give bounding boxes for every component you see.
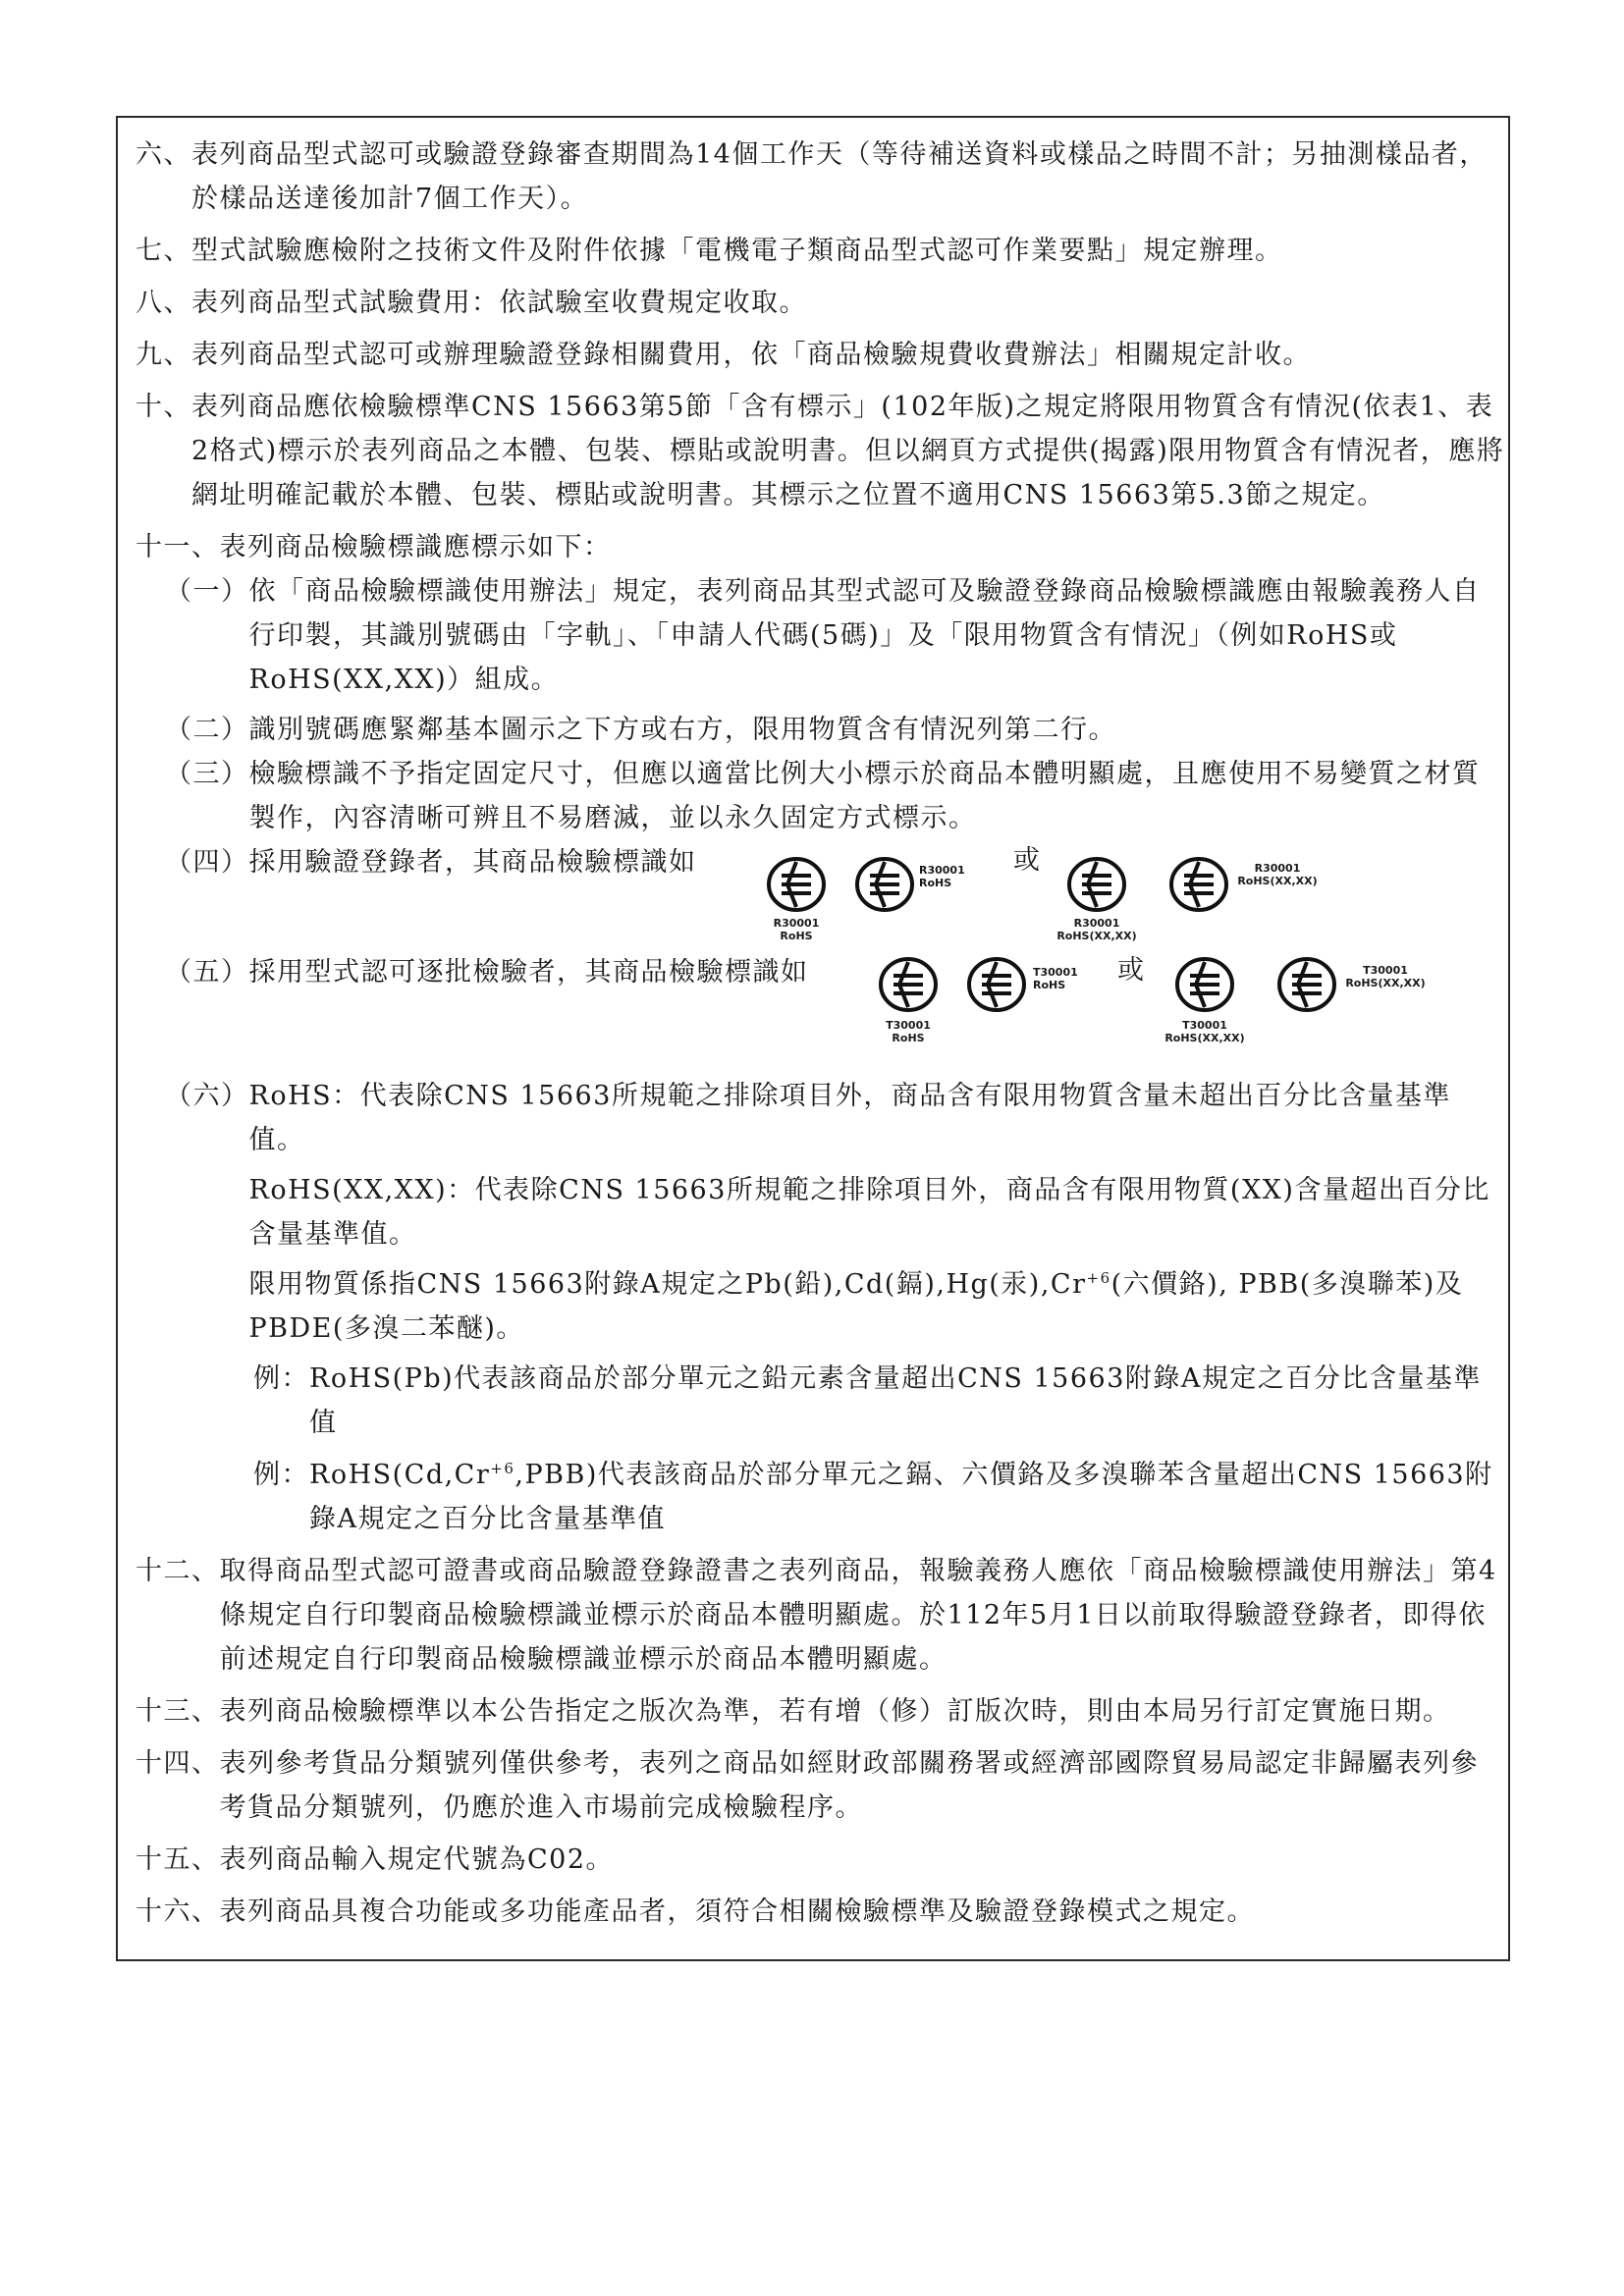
item-9 — [135, 333, 1505, 377]
item-11-sub-3 — [165, 752, 1505, 840]
item-11 — [135, 525, 1505, 569]
item-number: 十五、 — [135, 1844, 220, 1875]
item-text: 表列商品型式試驗費用：依試驗室收費規定收取。 — [191, 288, 807, 318]
item-14 — [135, 1741, 1505, 1830]
item-text: 取得商品型式認可證書或商品驗證登錄證書之表列商品，報驗義務人應依「商品檢驗標識使用辦法」第4條規定自行印製商品檢驗標識並標示於商品本體明顯處。於112年5月1日以前取得驗證登錄者，即得依前述規定自行印製商品檢驗標識並標示於商品本體明顯處。 — [219, 1556, 1497, 1675]
commodity-inspection-mark-icon — [1276, 956, 1337, 1013]
item-11-sub-1 — [165, 569, 1505, 702]
example-2 — [135, 1453, 1505, 1541]
example-label: 例： — [253, 1460, 309, 1490]
example-text: $RoHS(Cd,Cr^{+6},PBB)$代表該商品於部分單元之鎘、六價鉻及多溴聯苯含量超出CNS 15663附錄A規定之百分比含量基準值 — [309, 1460, 1493, 1534]
commodity-inspection-mark-icon — [1174, 956, 1235, 1013]
sub-text: （四）採用驗證登錄者，其商品檢驗標識如 — [165, 847, 697, 878]
item-text: 表列商品具複合功能或多功能產品者，須符合相關檢驗標準及驗證登錄模式之規定。 — [219, 1896, 1255, 1927]
item-16 — [135, 1890, 1505, 1934]
item-text: 表列商品輸入規定代號為C02。 — [219, 1844, 615, 1875]
mark-label: R30001 RoHS — [919, 864, 965, 889]
item-13 — [135, 1689, 1505, 1734]
rohs-xx-definition: RoHS(XX,XX)：代表除CNS 15663所規範之排除項目外，商品含有限用物質(XX)含量超出百分比含量基準值。 — [248, 1175, 1490, 1250]
item-text: 表列商品型式認可或驗證登錄審查期間為14個工作天（等待補送資料或樣品之時間不計；另抽測樣品者，於樣品送達後加計7個工作天）。 — [191, 139, 1488, 214]
item-7 — [135, 229, 1505, 273]
item-15 — [135, 1838, 1505, 1882]
item-11-sub-4 — [135, 840, 1505, 950]
mark-label: R30001 RoHS(XX,XX) — [1056, 917, 1137, 942]
item-11-sub-6 — [165, 1074, 1505, 1351]
item-text: 型式試驗應檢附之技術文件及附件依據「電機電子類商品型式認可作業要點」規定辦理。 — [191, 236, 1283, 266]
item-6 — [135, 133, 1505, 221]
item-text: 表列參考貨品分類號列僅供參考，表列之商品如經財政部關務署或經濟部國際貿易局認定非歸屬表列參考貨品分類號列，仍應於進入市場前完成檢驗程序。 — [219, 1748, 1479, 1823]
commodity-inspection-mark-icon — [766, 856, 827, 913]
mark-label: T30001 RoHS — [1033, 966, 1078, 991]
item-number: 十六、 — [135, 1896, 220, 1927]
sub-text: 檢驗標識不予指定固定尺寸，但應以適當比例大小標示於商品本體明顯處，且應使用不易變質之材質製作，內容清晰可辨且不易磨滅，並以永久固定方式標示。 — [248, 759, 1481, 833]
mark-label: T30001 RoHS — [886, 1019, 931, 1044]
sub-number: （六） — [165, 1081, 249, 1111]
or-text: 或 — [1013, 845, 1042, 876]
item-11-sub-2 — [165, 708, 1505, 752]
mark-label: R30001 RoHS — [773, 917, 820, 942]
item-text: 表列商品型式認可或辦理驗證登錄相關費用，依「商品檢驗規費收費辦法」相關規定計收。 — [191, 340, 1311, 370]
example-text: RoHS(Pb)代表該商品於部分單元之鉛元素含量超出CNS 15663附錄A規定之百分比含量基準值 — [309, 1363, 1482, 1438]
example-label: 例： — [253, 1363, 309, 1394]
item-number: 十二、 — [135, 1556, 220, 1586]
mark-label: R30001 RoHS(XX,XX) — [1237, 862, 1318, 887]
restricted-substances: 限用物質係指CNS 15663附錄A規定之Pb(鉛),Cd(鎘),Hg(汞)$,Cr^{+6}$(六價鉻), PBB(多溴聯苯)及PBDE(多溴二苯醚)。 — [248, 1269, 1464, 1344]
example-1 — [135, 1357, 1505, 1445]
item-12 — [135, 1549, 1505, 1682]
item-number: 十三、 — [135, 1696, 220, 1727]
item-number: 六、 — [135, 139, 191, 170]
item-number: 九、 — [135, 340, 191, 370]
item-8 — [135, 281, 1505, 325]
sub-number: （三） — [165, 759, 249, 789]
item-text: 表列商品檢驗標準以本公告指定之版次為準，若有增（修）訂版次時，則由本局另行訂定實施日期。 — [219, 1696, 1451, 1727]
commodity-inspection-mark-icon — [1168, 856, 1229, 913]
sub-text: （五）採用型式認可逐批檢驗者，其商品檢驗標識如 — [165, 957, 809, 988]
sub-text: 識別號碼應緊鄰基本圖示之下方或右方，限用物質含有情況列第二行。 — [248, 715, 1116, 745]
commodity-inspection-mark-icon — [878, 956, 939, 1013]
item-number: 八、 — [135, 288, 191, 318]
sub-number: （一） — [165, 576, 249, 607]
item-number: 十、 — [135, 392, 191, 422]
sub-text: 依「商品檢驗標識使用辦法」規定，表列商品其型式認可及驗證登錄商品檢驗標識應由報驗義務人自行印製，其識別號碼由「字軌」、「申請人代碼(5碼)」及「限用物質含有情況」（例如RoHS或RoHS(XX,XX)）組成。 — [248, 576, 1481, 695]
commodity-inspection-mark-icon — [1066, 856, 1127, 913]
rohs-definition: RoHS：代表除CNS 15663所規範之排除項目外，商品含有限用物質含量未超出百分比含量基準值。 — [248, 1081, 1451, 1155]
item-number: 十四、 — [135, 1748, 220, 1779]
item-heading: 表列商品檢驗標識應標示如下： — [219, 532, 612, 562]
sub-body — [249, 1074, 1506, 1351]
sub-number: （二） — [165, 715, 249, 745]
commodity-inspection-mark-icon — [966, 956, 1027, 1013]
commodity-inspection-mark-icon — [854, 856, 915, 913]
item-11-sub-5 — [135, 950, 1505, 1074]
document-body — [135, 133, 1505, 1934]
item-number: 十一、 — [135, 532, 220, 562]
item-10 — [135, 385, 1505, 517]
mark-label: T30001 RoHS(XX,XX) — [1345, 964, 1426, 989]
item-text: 表列商品應依檢驗標準CNS 15663第5節「含有標示」(102年版)之規定將限用物質含有情況(依表1、表2格式)標示於表列商品之本體、包裝、標貼或說明書。但以網頁方式提供(揭露)限用物質含有情況者，應將網址明確記載於本體、包裝、標貼或說明書。其標示之位置不適用CNS 15663第5.3節之規定。 — [191, 392, 1505, 510]
item-number: 七、 — [135, 236, 191, 266]
or-text: 或 — [1117, 955, 1146, 986]
mark-label: T30001 RoHS(XX,XX) — [1164, 1019, 1245, 1044]
